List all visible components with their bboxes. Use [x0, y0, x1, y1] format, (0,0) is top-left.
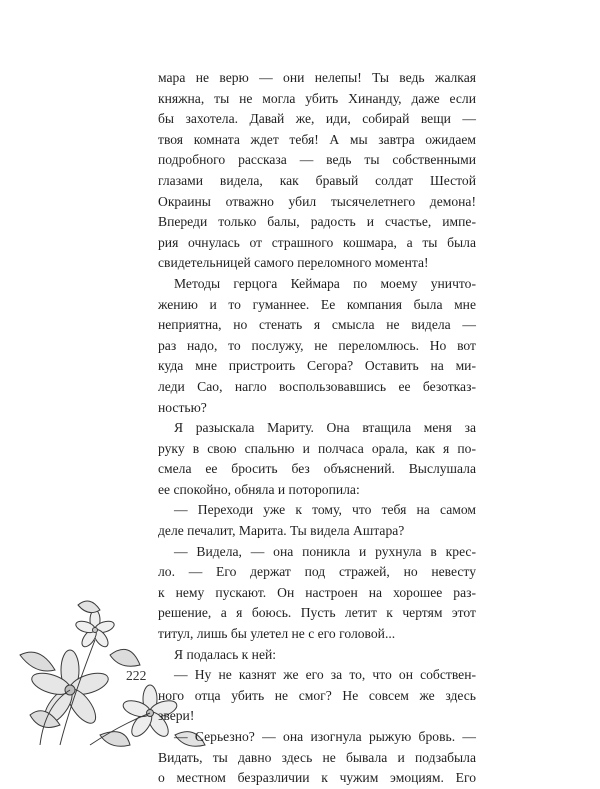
text-line: Видать, ты давно здесь не бывала и подзабыла — [158, 749, 476, 765]
text-line: к нему пускают. Он настроен на хорошее раз- — [158, 584, 476, 600]
text-line: княжна, ты не могла убить Хинанду, даже если — [158, 90, 476, 106]
text-line: смела ее бросить без объяснений. Выслушала — [158, 461, 476, 477]
text-line: неприятна, но стенать я смысла не видела — — [158, 317, 476, 333]
text-line: ностью? — [158, 399, 207, 415]
text-line: глазами видела, как бравый солдат Шестой — [158, 172, 476, 188]
text-line: рия очнулась от страшного кошмара, а ты была — [158, 234, 476, 250]
text-line: раз надо, то послужу, не переломлюсь. Но вот — [158, 337, 476, 353]
text-line: леди Сао, нагло воспользовавшись ее безотказ- — [158, 378, 476, 394]
text-line: руку в свою спальню и полчаса орала, как я по- — [158, 440, 476, 456]
text-line: Я подалась к ней: — [174, 646, 277, 662]
text-line: куда мне пристроить Сегора? Оставить на ми- — [158, 358, 476, 374]
text-line: ного отца убить не смог? Не совсем же здесь — [158, 687, 476, 703]
text-line: о местном безразличии к чужим эмоциям. Его — [158, 770, 476, 786]
text-line: жению и то гуманнее. Ее компания была мне — [158, 296, 476, 312]
text-line: — Серьезно? — она изогнула рыжую бровь. — — [174, 729, 476, 744]
text-line: ло. — Его держат под стражей, но невесту — [158, 564, 476, 580]
text-line: твоя комната ждет тебя! А мы завтра ожидаем — [158, 131, 476, 147]
text-line: решение, а я боюсь. Пусть летит к чертям этот — [158, 605, 476, 621]
text-line: — Переходи уже к тому, что тебя на самом — [174, 502, 476, 518]
text-line: мара не верю — они нелепы! Ты ведь жалкая — [158, 70, 476, 85]
text-line: свидетельницей самого переломного момента! — [158, 255, 429, 271]
text-line: — Ну не казнят же его за то, что он собствен- — [174, 667, 476, 683]
text-line: Я разыскала Мариту. Она втащила меня за — [174, 420, 476, 436]
text-line: деле печалит, Марита. Ты видела Аштара? — [158, 523, 405, 539]
body-text — [158, 68, 476, 789]
text-line: Окраины отважно убил тысячелетнего демона! — [158, 193, 476, 209]
text-line: бы захотела. Давай же, иди, собирай вещи — — [158, 111, 476, 127]
text-line: звери! — [158, 708, 195, 724]
text-line: подробного рассказа — ведь ты собственными — [158, 152, 476, 168]
text-line: ее спокойно, обняла и поторопила: — [158, 481, 360, 497]
text-line: — Видела, — она поникла и рухнула в крес- — [174, 543, 476, 559]
text-line: Методы герцога Кеймара по моему уничто- — [174, 275, 476, 291]
text-line: Впереди только балы, радость и счастье, импе- — [158, 214, 476, 230]
page-number: 222 — [126, 668, 147, 683]
text-line: титул, лишь бы улетел не с его головой... — [158, 626, 396, 642]
